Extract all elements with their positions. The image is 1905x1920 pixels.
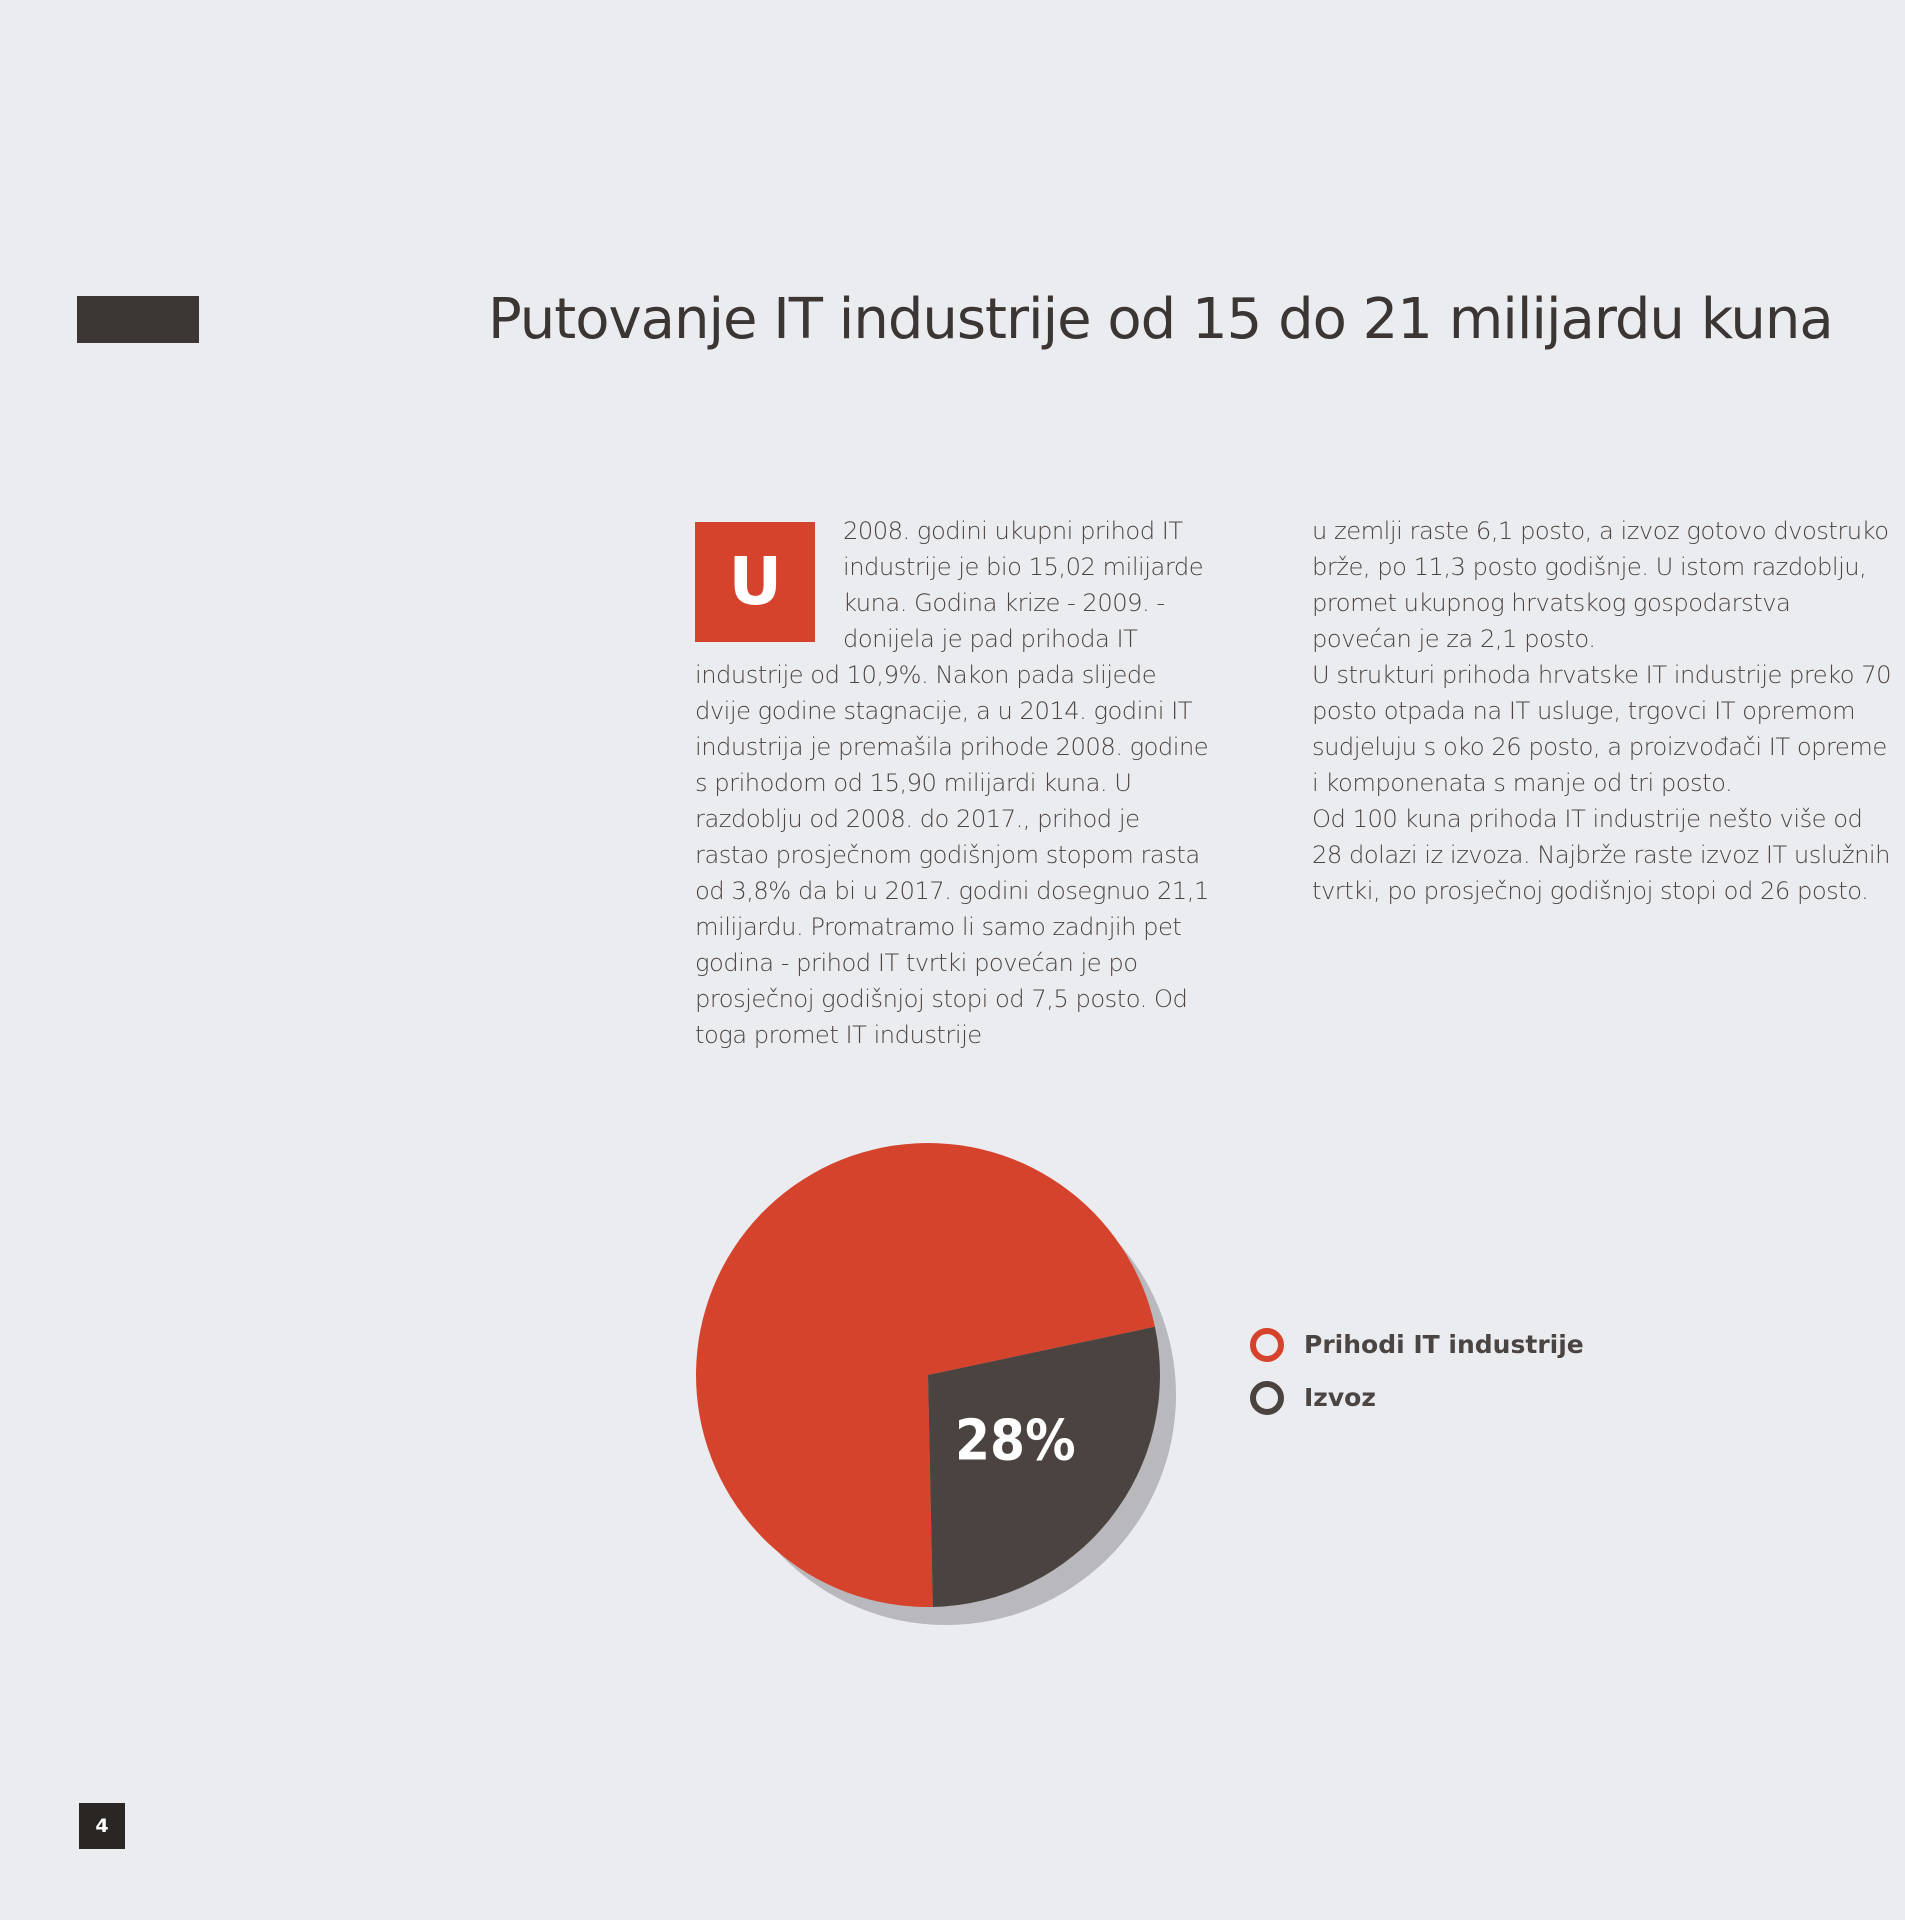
legend-label: Izvoz	[1304, 1383, 1376, 1412]
legend-marker-prihodi	[1250, 1328, 1284, 1362]
page-title: Putovanje IT industrije od 15 do 21 milijardu kuna	[488, 287, 1833, 352]
legend-marker-izvoz	[1250, 1381, 1284, 1415]
article-column-left	[695, 513, 1215, 1053]
page-number: 4	[79, 1803, 125, 1849]
header-accent-block	[77, 296, 199, 343]
drop-cap: U	[695, 522, 815, 642]
chart-legend	[1250, 1318, 1584, 1424]
legend-item-izvoz	[1250, 1371, 1584, 1424]
pie-chart	[688, 1135, 1188, 1635]
article-column-right	[1312, 513, 1892, 909]
pie-label-izvoz: 28%	[954, 1408, 1076, 1474]
article-paragraph: u zemlji raste 6,1 posto, a izvoz gotovo dvostruko brže, po 11,3 posto godišnje. U istom razdoblju, promet ukupnog hrvatskog gospodarstva povećan je za 2,1 posto.	[1312, 517, 1889, 653]
article-paragraph: U strukturi prihoda hrvatske IT industrije preko 70 posto otpada na IT usluge, trgovci IT opremom sudjeluju s oko 26 posto, a proizvođači IT opreme i komponenata s manje od tri posto.	[1312, 661, 1892, 797]
article-paragraph: Od 100 kuna prihoda IT industrije nešto više od 28 dolazi iz izvoza. Najbrže raste izvoz IT uslužnih tvrtki, po prosječnoj godišnjoj stopi od 26 posto.	[1312, 805, 1890, 905]
legend-item-prihodi	[1250, 1318, 1584, 1371]
legend-label: Prihodi IT industrije	[1304, 1330, 1584, 1359]
article-paragraph: 2008. godini ukupni prihod IT industrije je bio 15,02 milijarde kuna. Godina krize - 2009. - donijela je pad prihoda IT industrije od 10,9%. Nakon pada slijede dvije godine stagnacije, a u 2014. godini IT industrija je premašila prihode 2008. godine s prihodom od 15,90 milijardi kuna. U razdoblju od 2008. do 2017., prihod je rastao prosječnom godišnjom stopom rasta od 3,8% da bi u 2017. godini dosegnuo 21,1 milijardu. Promatramo li samo zadnjih pet godina - prihod IT tvrtki povećan je po prosječnoj godišnjoj stopi od 7,5 posto. Od toga promet IT industrije	[695, 517, 1209, 1049]
